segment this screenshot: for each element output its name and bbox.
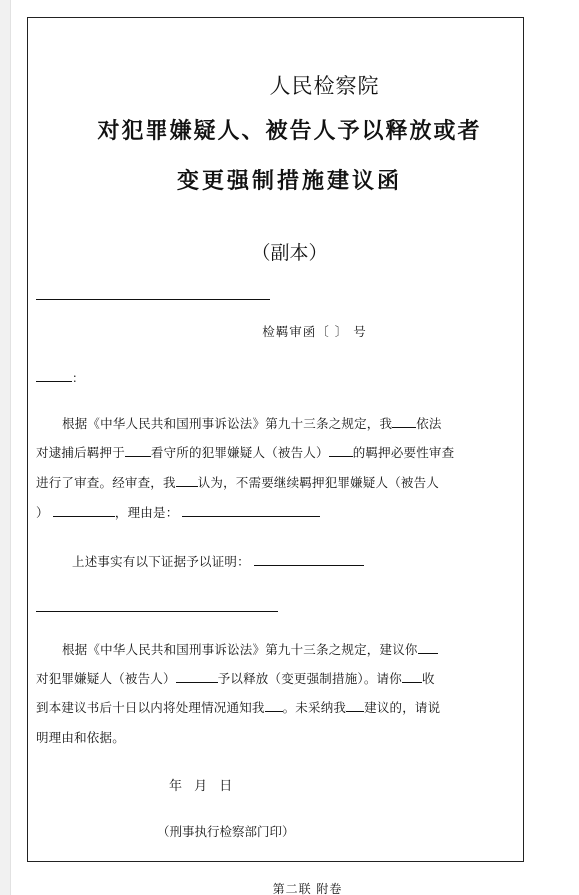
addressee-colon: ： bbox=[72, 371, 85, 385]
evidence-blank-line bbox=[36, 611, 278, 612]
p1-l2-text-c: 的羁押必要性审查 bbox=[352, 445, 455, 460]
p1-blank-2 bbox=[125, 443, 151, 457]
paragraph-2-line-3 bbox=[36, 698, 440, 716]
p1-l3-text-b: 认为，不需要继续羁押犯罪嫌疑人（被告人 bbox=[197, 475, 440, 490]
paragraph-1-line-4 bbox=[36, 503, 320, 521]
p1-blank-5 bbox=[53, 503, 115, 517]
p2-blank-4 bbox=[265, 698, 283, 712]
p1-l2-text-b: 看守所的犯罪嫌疑人（被告人） bbox=[150, 445, 329, 460]
paragraph-2-line-2 bbox=[36, 669, 435, 687]
p2-l2-text-a: 对犯罪嫌疑人（被告人） bbox=[36, 671, 176, 686]
p2-l2-text-b: 予以释放（变更强制措施）。请你 bbox=[217, 671, 402, 686]
evidence-text: 上述事实有以下证据予以证明： bbox=[72, 554, 250, 569]
p1-l4-text-b: ，理由是： bbox=[114, 505, 179, 520]
paragraph-1-line-2 bbox=[36, 443, 454, 461]
p1-blank-1 bbox=[392, 414, 416, 428]
p2-blank-5 bbox=[346, 698, 364, 712]
p2-l1-text: 根据《中华人民共和国刑事诉讼法》第九十三条之规定，建议你 bbox=[62, 642, 418, 657]
recipient-blank-line bbox=[36, 299, 270, 300]
paragraph-1-line-1 bbox=[62, 414, 442, 432]
p2-blank-3 bbox=[402, 669, 422, 683]
paragraph-2-line-4: 明理由和依据。 bbox=[36, 730, 125, 745]
evidence-line bbox=[72, 552, 364, 570]
addressee-blank bbox=[36, 368, 72, 382]
date-line: 年 月 日 bbox=[169, 779, 237, 794]
p1-reason-blank bbox=[182, 503, 320, 517]
procuratorate-name: 人民检察院 bbox=[269, 74, 380, 98]
p2-blank-2 bbox=[176, 669, 218, 683]
p1-text-a: 根据《中华人民共和国刑事诉讼法》第九十三条之规定，我 bbox=[62, 416, 393, 431]
p1-blank-4 bbox=[176, 473, 198, 487]
p1-l3-text-a: 进行了审查。经审查，我 bbox=[36, 475, 176, 490]
paragraph-2-line-1 bbox=[62, 640, 438, 658]
p1-l2-text-a: 对逮捕后羁押于 bbox=[36, 445, 125, 460]
document-title-line-2: 变更强制措施建议函 bbox=[176, 168, 402, 194]
p2-l2-text-c: 收 bbox=[421, 671, 435, 686]
copy-footer-label: 第二联 附卷 bbox=[272, 882, 343, 895]
department-seal-line: （刑事执行检察部门印） bbox=[157, 824, 295, 839]
p2-l3-text-a: 到本建议书后十日以内将处理情况通知我 bbox=[36, 700, 265, 715]
p2-blank-1 bbox=[418, 640, 438, 654]
copy-label: （副本） bbox=[251, 242, 328, 264]
document-title-line-1: 对犯罪嫌疑人、被告人予以释放或者 bbox=[97, 118, 482, 144]
addressee-line bbox=[36, 368, 84, 386]
p2-l3-text-b: 。未采纳我 bbox=[282, 700, 347, 715]
p2-l3-text-c: 建议的，请说 bbox=[364, 700, 441, 715]
p1-text-b: 依法 bbox=[416, 416, 442, 431]
paragraph-1-line-3 bbox=[36, 473, 439, 491]
document-number: 检羁审函〔 〕 号 bbox=[262, 324, 367, 339]
p1-blank-3 bbox=[329, 443, 353, 457]
p1-l4-text-a: ） bbox=[36, 505, 49, 520]
evidence-blank bbox=[254, 552, 364, 566]
